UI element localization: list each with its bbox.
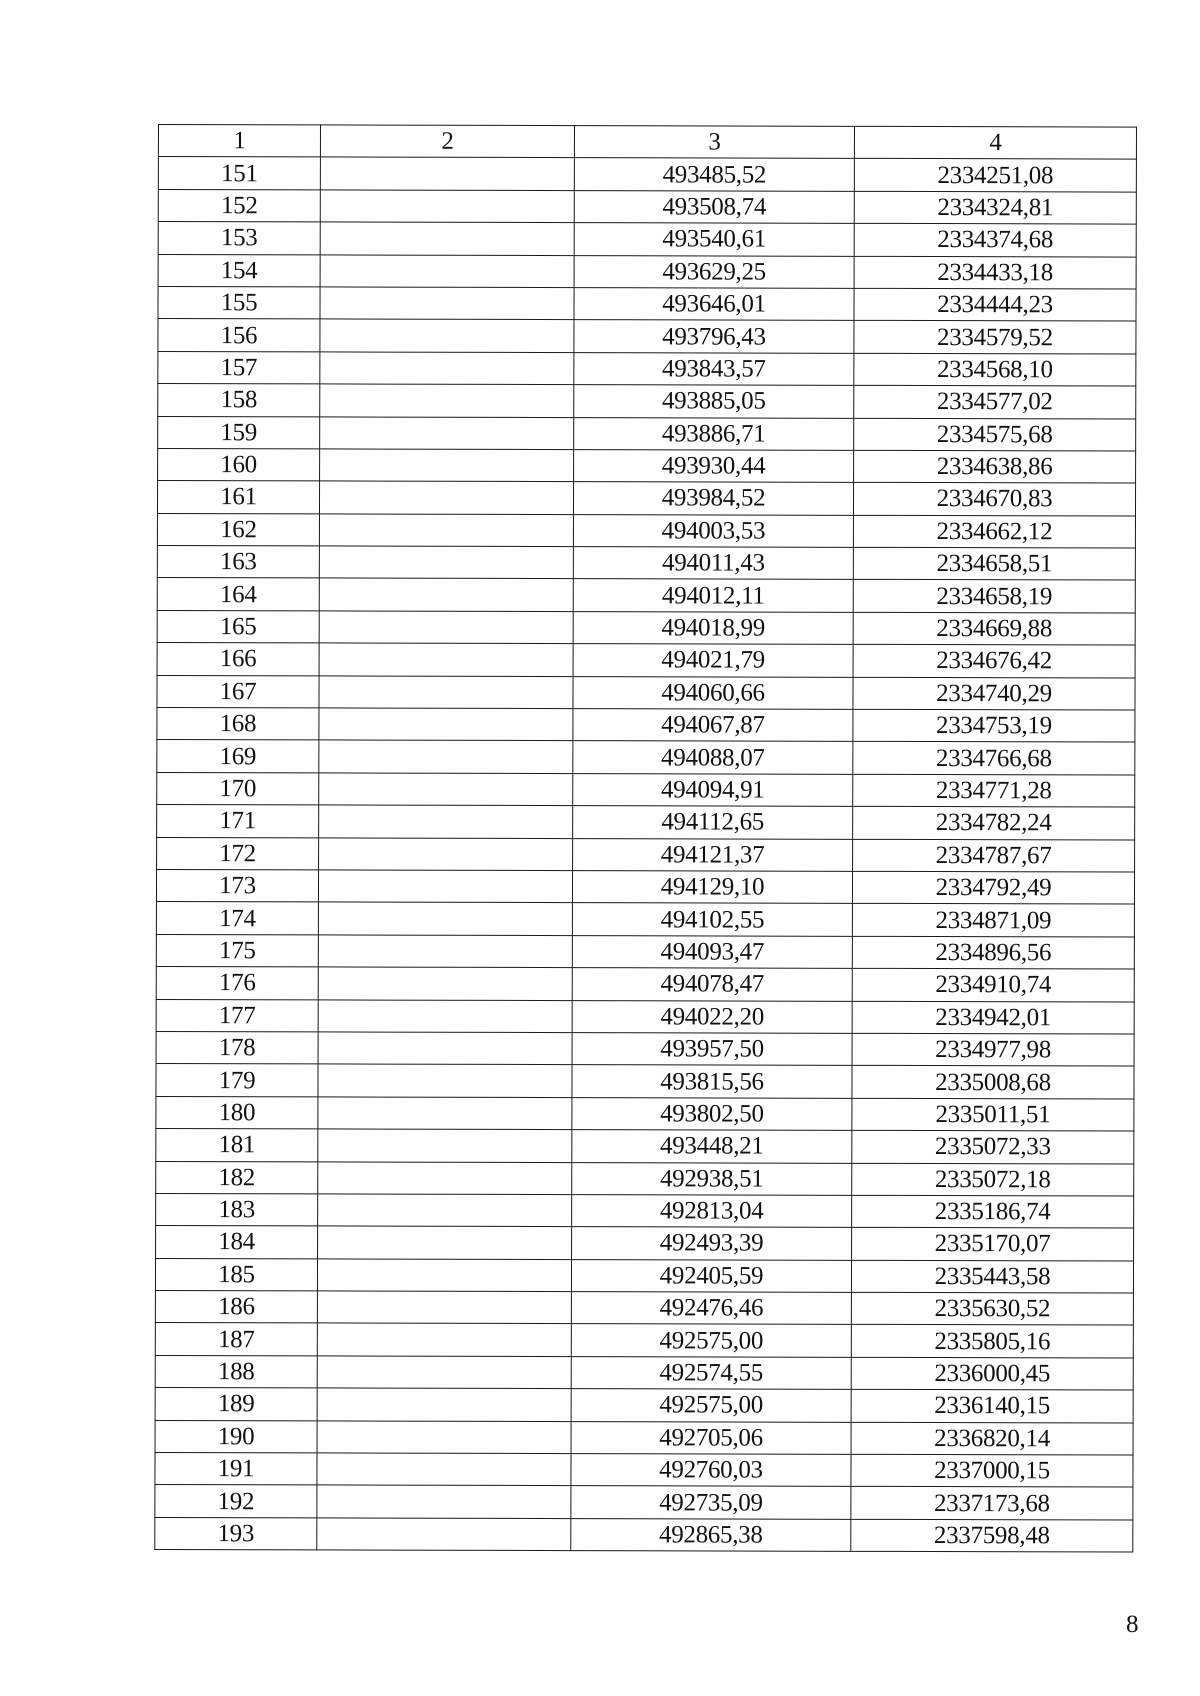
description-cell (319, 514, 573, 547)
coordinate-x-cell: 494129,10 (572, 871, 852, 904)
table-row (155, 1453, 1133, 1488)
coordinate-x-cell: 494012,11 (573, 579, 853, 612)
description-cell (320, 190, 574, 223)
description-cell (317, 1388, 571, 1421)
coordinate-y-cell: 2334638,86 (854, 450, 1136, 483)
point-number-cell: 173 (156, 869, 318, 902)
coordinate-x-cell: 492938,51 (572, 1162, 852, 1195)
table-row (156, 1064, 1134, 1099)
coordinate-x-cell: 493885,05 (574, 385, 854, 418)
point-number-cell: 171 (157, 805, 319, 838)
description-cell (317, 1518, 571, 1551)
point-number-cell: 166 (157, 643, 319, 676)
table-row (158, 351, 1136, 386)
table-row (157, 610, 1135, 645)
table-row (156, 934, 1134, 969)
coordinate-y-cell: 2336140,15 (851, 1390, 1133, 1423)
table-row (158, 416, 1136, 451)
point-number-cell: 164 (157, 578, 319, 611)
description-cell (319, 676, 573, 709)
coordinate-x-cell: 493646,01 (574, 288, 854, 321)
point-number-cell: 168 (157, 708, 319, 741)
point-number-cell: 163 (157, 546, 319, 579)
table-row (158, 319, 1136, 354)
coordinate-y-cell: 2335072,18 (852, 1163, 1134, 1196)
table-row (155, 1420, 1133, 1455)
point-number-cell: 183 (156, 1193, 318, 1226)
point-number-cell: 155 (158, 286, 320, 319)
column-header-3: 3 (574, 126, 854, 159)
description-cell (317, 1356, 571, 1389)
table-row (156, 1193, 1134, 1228)
coordinate-y-cell: 2334444,23 (854, 288, 1136, 321)
coordinate-y-cell: 2334374,68 (854, 223, 1136, 256)
coordinate-y-cell: 2337598,48 (851, 1519, 1133, 1552)
point-number-cell: 172 (157, 837, 319, 870)
coordinate-x-cell: 494067,87 (573, 709, 853, 742)
coordinate-y-cell: 2334669,88 (853, 612, 1135, 645)
coordinate-y-cell: 2336820,14 (851, 1422, 1133, 1455)
table-row (155, 1323, 1133, 1358)
coordinate-y-cell: 2335072,33 (852, 1130, 1134, 1163)
point-number-cell: 185 (155, 1258, 317, 1291)
coordinate-y-cell: 2334662,12 (853, 515, 1135, 548)
coordinate-x-cell: 492865,38 (571, 1518, 851, 1551)
coordinate-y-cell: 2334766,68 (853, 742, 1135, 775)
coordinate-x-cell: 492705,06 (571, 1421, 851, 1454)
table-row (158, 254, 1136, 289)
point-number-cell: 191 (155, 1453, 317, 1486)
coordinate-y-cell: 2335805,16 (851, 1325, 1133, 1358)
description-cell (320, 352, 574, 385)
coordinate-x-cell: 492476,46 (571, 1292, 851, 1325)
description-cell (318, 1161, 572, 1194)
coordinate-y-cell: 2334433,18 (854, 256, 1136, 289)
point-number-cell: 179 (156, 1064, 318, 1097)
description-cell (320, 319, 574, 352)
table-row (158, 448, 1136, 483)
coordinate-y-cell: 2335186,74 (852, 1195, 1134, 1228)
point-number-cell: 175 (156, 934, 318, 967)
table-row (157, 675, 1135, 710)
coordinate-y-cell: 2334577,02 (854, 385, 1136, 418)
table-row (155, 1258, 1133, 1293)
coordinate-y-cell: 2335011,51 (852, 1098, 1134, 1131)
point-number-cell: 154 (158, 254, 320, 287)
description-cell (319, 546, 573, 579)
table-row (156, 1129, 1134, 1164)
description-cell (317, 1291, 571, 1324)
description-cell (320, 384, 574, 417)
column-header-4: 4 (854, 126, 1136, 159)
table-row (157, 546, 1135, 581)
coordinate-x-cell: 493984,52 (573, 482, 853, 515)
coordinate-x-cell: 492760,03 (571, 1454, 851, 1487)
table-row (156, 999, 1134, 1034)
description-cell (320, 287, 574, 320)
coordinate-x-cell: 492813,04 (572, 1194, 852, 1227)
table-row (157, 805, 1135, 840)
description-cell (320, 157, 574, 190)
table-header-row (158, 125, 1136, 160)
coordinate-x-cell: 494021,79 (573, 644, 853, 677)
description-cell (318, 1194, 572, 1227)
table-row (158, 157, 1136, 192)
coordinate-y-cell: 2335170,07 (852, 1228, 1134, 1261)
description-cell (319, 773, 573, 806)
coordinate-y-cell: 2334782,24 (853, 807, 1135, 840)
point-number-cell: 161 (157, 481, 319, 514)
coordinate-y-cell: 2334753,19 (853, 709, 1135, 742)
coordinate-y-cell: 2334324,81 (854, 191, 1136, 224)
column-header-1: 1 (158, 125, 320, 158)
coordinate-y-cell: 2334871,09 (852, 904, 1134, 937)
point-number-cell: 180 (156, 1096, 318, 1129)
point-number-cell: 160 (158, 448, 320, 481)
description-cell (318, 999, 572, 1032)
coordinate-x-cell: 494018,99 (573, 611, 853, 644)
point-number-cell: 190 (155, 1420, 317, 1453)
table-row (156, 902, 1134, 937)
point-number-cell: 159 (158, 416, 320, 449)
description-cell (318, 1226, 572, 1259)
coordinate-x-cell: 494121,37 (573, 838, 853, 871)
point-number-cell: 167 (157, 675, 319, 708)
point-number-cell: 156 (158, 319, 320, 352)
coordinate-x-cell: 493843,57 (574, 352, 854, 385)
description-cell (319, 708, 573, 741)
coordinate-x-cell: 493957,50 (572, 1033, 852, 1066)
coordinate-x-cell: 493796,43 (574, 320, 854, 353)
coordinate-x-cell: 492735,09 (571, 1486, 851, 1519)
page-number: 8 (1126, 1611, 1139, 1638)
coordinate-y-cell: 2334670,83 (853, 483, 1135, 516)
point-number-cell: 178 (156, 1031, 318, 1064)
coordinate-y-cell: 2334575,68 (854, 418, 1136, 451)
coordinate-x-cell: 492493,39 (572, 1227, 852, 1260)
description-cell (320, 416, 574, 449)
coordinate-x-cell: 492575,00 (571, 1389, 851, 1422)
table-row (155, 1291, 1133, 1326)
point-number-cell: 157 (158, 351, 320, 384)
coordinate-x-cell: 494093,47 (572, 935, 852, 968)
point-number-cell: 187 (155, 1323, 317, 1356)
table-body (155, 157, 1137, 1552)
table-row (157, 481, 1135, 516)
coordinate-x-cell: 494003,53 (573, 514, 853, 547)
description-cell (317, 1453, 571, 1486)
table-row (157, 578, 1135, 613)
coordinate-y-cell: 2334740,29 (853, 677, 1135, 710)
table-row (156, 1226, 1134, 1261)
coordinate-y-cell: 2335630,52 (851, 1292, 1133, 1325)
coordinate-y-cell: 2337000,15 (851, 1454, 1133, 1487)
coordinate-y-cell: 2334771,28 (853, 774, 1135, 807)
description-cell (318, 1129, 572, 1162)
table-row (158, 222, 1136, 257)
coordinate-x-cell: 493629,25 (574, 255, 854, 288)
point-number-cell: 152 (158, 189, 320, 222)
coordinate-x-cell: 494022,20 (572, 1000, 852, 1033)
description-cell (318, 1032, 572, 1065)
coordinate-x-cell: 493802,50 (572, 1097, 852, 1130)
table-row (157, 708, 1135, 743)
point-number-cell: 174 (156, 902, 318, 935)
description-cell (319, 643, 573, 676)
coordinate-x-cell: 492405,59 (571, 1259, 851, 1292)
coordinate-x-cell: 494011,43 (573, 547, 853, 580)
coordinate-x-cell: 493485,52 (574, 158, 854, 191)
table-row (155, 1517, 1133, 1552)
coordinate-y-cell: 2334579,52 (854, 321, 1136, 354)
table-row (156, 1096, 1134, 1131)
point-number-cell: 176 (156, 967, 318, 1000)
table-row (158, 189, 1136, 224)
coordinate-y-cell: 2334910,74 (852, 968, 1134, 1001)
point-number-cell: 153 (158, 222, 320, 255)
table-row (157, 837, 1135, 872)
coordinate-y-cell: 2336000,45 (851, 1357, 1133, 1390)
table-row (158, 384, 1136, 419)
point-number-cell: 181 (156, 1129, 318, 1162)
description-cell (318, 967, 572, 1000)
coordinate-y-cell: 2334942,01 (852, 1001, 1134, 1034)
coordinate-y-cell: 2334568,10 (854, 353, 1136, 386)
point-number-cell: 165 (157, 610, 319, 643)
table-row (157, 513, 1135, 548)
description-cell (320, 254, 574, 287)
point-number-cell: 186 (155, 1291, 317, 1324)
description-cell (319, 578, 573, 611)
coordinate-y-cell: 2334896,56 (852, 936, 1134, 969)
point-number-cell: 169 (157, 740, 319, 773)
coordinate-x-cell: 494078,47 (572, 968, 852, 1001)
coordinate-x-cell: 493930,44 (574, 449, 854, 482)
coordinate-y-cell: 2334658,19 (853, 580, 1135, 613)
description-cell (319, 805, 573, 838)
coordinate-x-cell: 493508,74 (574, 190, 854, 223)
table-row (156, 1031, 1134, 1066)
point-number-cell: 192 (155, 1485, 317, 1518)
coordinate-y-cell: 2334658,51 (853, 547, 1135, 580)
description-cell (319, 481, 573, 514)
description-cell (317, 1323, 571, 1356)
coordinate-y-cell: 2334792,49 (852, 871, 1134, 904)
coordinate-y-cell: 2334787,67 (853, 839, 1135, 872)
point-number-cell: 158 (158, 384, 320, 417)
table-row (155, 1355, 1133, 1390)
point-number-cell: 182 (156, 1161, 318, 1194)
coordinate-y-cell: 2335008,68 (852, 1066, 1134, 1099)
coordinate-x-cell: 494112,65 (573, 806, 853, 839)
coordinate-y-cell: 2334977,98 (852, 1033, 1134, 1066)
point-number-cell: 170 (157, 772, 319, 805)
description-cell (318, 935, 572, 968)
table-row (156, 967, 1134, 1002)
coordinates-table (154, 124, 1137, 1553)
coordinate-x-cell: 494102,55 (572, 903, 852, 936)
table-row (158, 286, 1136, 321)
coordinate-y-cell: 2334251,08 (854, 159, 1136, 192)
description-cell (318, 870, 572, 903)
coordinate-x-cell: 493886,71 (574, 417, 854, 450)
coordinate-x-cell: 493448,21 (572, 1130, 852, 1163)
table-row (155, 1388, 1133, 1423)
description-cell (319, 611, 573, 644)
coordinate-x-cell: 493815,56 (572, 1065, 852, 1098)
column-header-2: 2 (320, 125, 574, 158)
table-row (155, 1485, 1133, 1520)
coordinate-x-cell: 492575,00 (571, 1324, 851, 1357)
point-number-cell: 151 (158, 157, 320, 190)
point-number-cell: 162 (157, 513, 319, 546)
description-cell (317, 1259, 571, 1292)
description-cell (318, 1097, 572, 1130)
coordinate-y-cell: 2334676,42 (853, 645, 1135, 678)
point-number-cell: 189 (155, 1388, 317, 1421)
coordinate-y-cell: 2335443,58 (851, 1260, 1133, 1293)
table-row (157, 643, 1135, 678)
table-row (156, 1161, 1134, 1196)
coordinate-x-cell: 492574,55 (571, 1356, 851, 1389)
description-cell (319, 740, 573, 773)
coordinate-x-cell: 494088,07 (573, 741, 853, 774)
coordinate-x-cell: 493540,61 (574, 223, 854, 256)
coordinate-x-cell: 494060,66 (573, 676, 853, 709)
coordinate-x-cell: 494094,91 (573, 773, 853, 806)
description-cell (320, 222, 574, 255)
point-number-cell: 193 (155, 1517, 317, 1550)
table-row (156, 869, 1134, 904)
description-cell (318, 1064, 572, 1097)
description-cell (320, 449, 574, 482)
description-cell (318, 902, 572, 935)
coordinate-y-cell: 2337173,68 (851, 1487, 1133, 1520)
table-row (157, 740, 1135, 775)
description-cell (317, 1485, 571, 1518)
table-row (157, 772, 1135, 807)
description-cell (317, 1421, 571, 1454)
point-number-cell: 177 (156, 999, 318, 1032)
point-number-cell: 188 (155, 1355, 317, 1388)
point-number-cell: 184 (156, 1226, 318, 1259)
description-cell (319, 838, 573, 871)
